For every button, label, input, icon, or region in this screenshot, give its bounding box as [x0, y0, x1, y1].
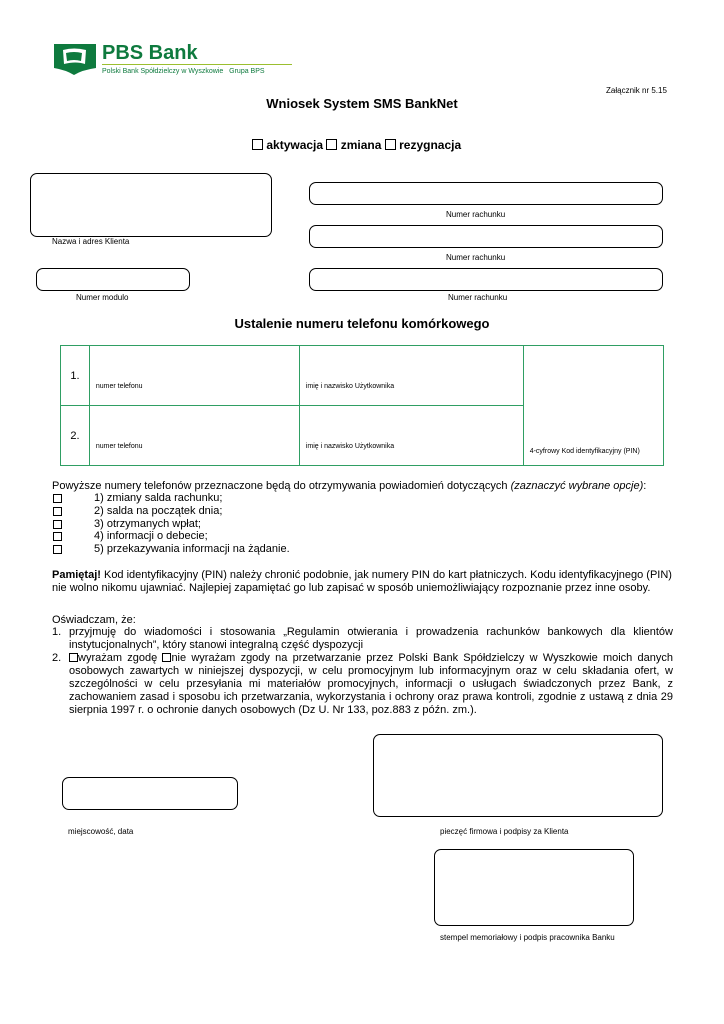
client-name-field[interactable] — [30, 173, 272, 237]
pin-label: 4-cyfrowy Kod identyfikacyjny (PIN) — [529, 448, 640, 455]
account-number-label-1: Numer rachunku — [446, 210, 506, 219]
pin-field[interactable] — [523, 346, 663, 466]
user-name-field-1[interactable] — [299, 346, 523, 406]
activation-label: aktywacja — [266, 138, 324, 152]
account-number-field-1[interactable] — [309, 182, 663, 205]
declaration-intro: Oświadczam, że: — [52, 614, 136, 626]
logo-mark-icon — [52, 42, 98, 76]
resignation-label: rezygnacja — [399, 138, 462, 152]
user-name-label: imię i nazwisko Użytkownika — [305, 383, 395, 390]
account-number-label-2: Numer rachunku — [446, 253, 506, 262]
activation-checkbox[interactable] — [252, 139, 263, 150]
phone-number-field-1[interactable] — [89, 346, 299, 406]
option-checkbox-4[interactable] — [53, 532, 62, 541]
logo-underline — [102, 64, 292, 65]
bank-stamp-field[interactable] — [434, 849, 634, 926]
declaration-item-2-number: 2. — [52, 652, 62, 664]
request-type-row — [252, 138, 461, 152]
place-date-label: miejscowość, data — [68, 827, 134, 836]
notifications-intro: Powyższe numery telefonów przeznaczone będą do otrzymywania powiadomień dotyczących (zaznaczyć wybrane opcje): — [52, 480, 647, 492]
consent-checkbox[interactable] — [69, 653, 78, 662]
bank-name: PBS Bank — [102, 42, 198, 64]
account-number-field-2[interactable] — [309, 225, 663, 248]
option-checkbox-3[interactable] — [53, 520, 62, 529]
user-name-field-2[interactable] — [299, 406, 523, 466]
declaration-item-1: przyjmuję do wiadomości i stosowania „Regulamin otwierania i prowadzenia rachunków bankowych dla klientów instytucjonalnych”, który stanowi integralną część dyspozycji — [69, 626, 673, 651]
change-checkbox[interactable] — [326, 139, 337, 150]
option-label-4: 4) informacji o debecie; — [94, 530, 208, 542]
bank-logo — [52, 42, 292, 80]
phones-heading: Ustalenie numeru telefonu komórkowego — [234, 316, 490, 331]
option-label-3: 3) otrzymanych wpłat; — [94, 518, 201, 530]
module-number-field[interactable] — [36, 268, 190, 291]
account-number-label-3: Numer rachunku — [448, 293, 508, 302]
user-name-label: imię i nazwisko Użytkownika — [305, 443, 395, 450]
option-checkbox-5[interactable] — [53, 545, 62, 554]
module-number-label: Numer modulo — [76, 293, 129, 302]
client-stamp-field[interactable] — [373, 734, 663, 817]
place-date-field[interactable] — [62, 777, 238, 810]
option-label-2: 2) salda na początek dnia; — [94, 505, 223, 517]
client-name-label: Nazwa i adres Klienta — [52, 237, 130, 246]
no-consent-checkbox[interactable] — [162, 653, 171, 662]
declaration-item-1-number: 1. — [52, 626, 62, 638]
annex-number: Załącznik nr 5.15 — [606, 86, 667, 95]
bank-subtitle: Polski Bank Spółdzielczy w Wyszkowie Grupa BPS — [102, 68, 265, 75]
option-checkbox-1[interactable] — [53, 494, 62, 503]
row-number: 2. — [61, 406, 90, 466]
row-number: 1. — [61, 346, 90, 406]
account-number-field-3[interactable] — [309, 268, 663, 291]
phone-number-label: numer telefonu — [95, 383, 143, 390]
page-title: Wniosek System SMS BankNet — [266, 96, 458, 111]
option-label-5: 5) przekazywania informacji na żądanie. — [94, 543, 290, 555]
table-row — [61, 346, 664, 406]
change-label: zmiana — [340, 138, 382, 152]
resignation-checkbox[interactable] — [385, 139, 396, 150]
option-checkbox-2[interactable] — [53, 507, 62, 516]
declaration-item-2: wyrażam zgodę nie wyrażam zgody na przetwarzanie przez Polski Bank Spółdzielczy w Wyszkowie moich danych osobowych zawartych w niniejszej dyspozycji, w celu promocyjnym lub informacyjnym oraz w celu składania ofert, w szczególności w celu przesyłania mi materiałów promocyjnych, informacji o usługach świadczonych przez Bank, z zachowaniem zasad i sposobu ich przetwarzania, wykorzystania i ochrony oraz prawa kontroli, zgodnie z ustawą z dnia 29 sierpnia 1997 r. o ochronie danych osobowych (Dz U. Nr 133, poz.883 z późn. zm.). — [69, 652, 673, 716]
option-label-1: 1) zmiany salda rachunku; — [94, 492, 223, 504]
bank-stamp-label: stempel memoriałowy i podpis pracownika Banku — [440, 933, 615, 942]
phone-number-field-2[interactable] — [89, 406, 299, 466]
phones-table — [60, 345, 664, 466]
pin-reminder: Pamiętaj! Kod identyfikacyjny (PIN) należy chronić podobnie, jak numery PIN do kart płatniczych. Kodu identyfikacyjnego (PIN) nie wolno nikomu ujawniać. Najlepiej zapamiętać go lub zapisać w sposób uniemożliwiający rozpoznanie przez inne osoby. — [52, 569, 672, 594]
client-stamp-label: pieczęć firmowa i podpisy za Klienta — [440, 827, 569, 836]
phone-number-label: numer telefonu — [95, 443, 143, 450]
